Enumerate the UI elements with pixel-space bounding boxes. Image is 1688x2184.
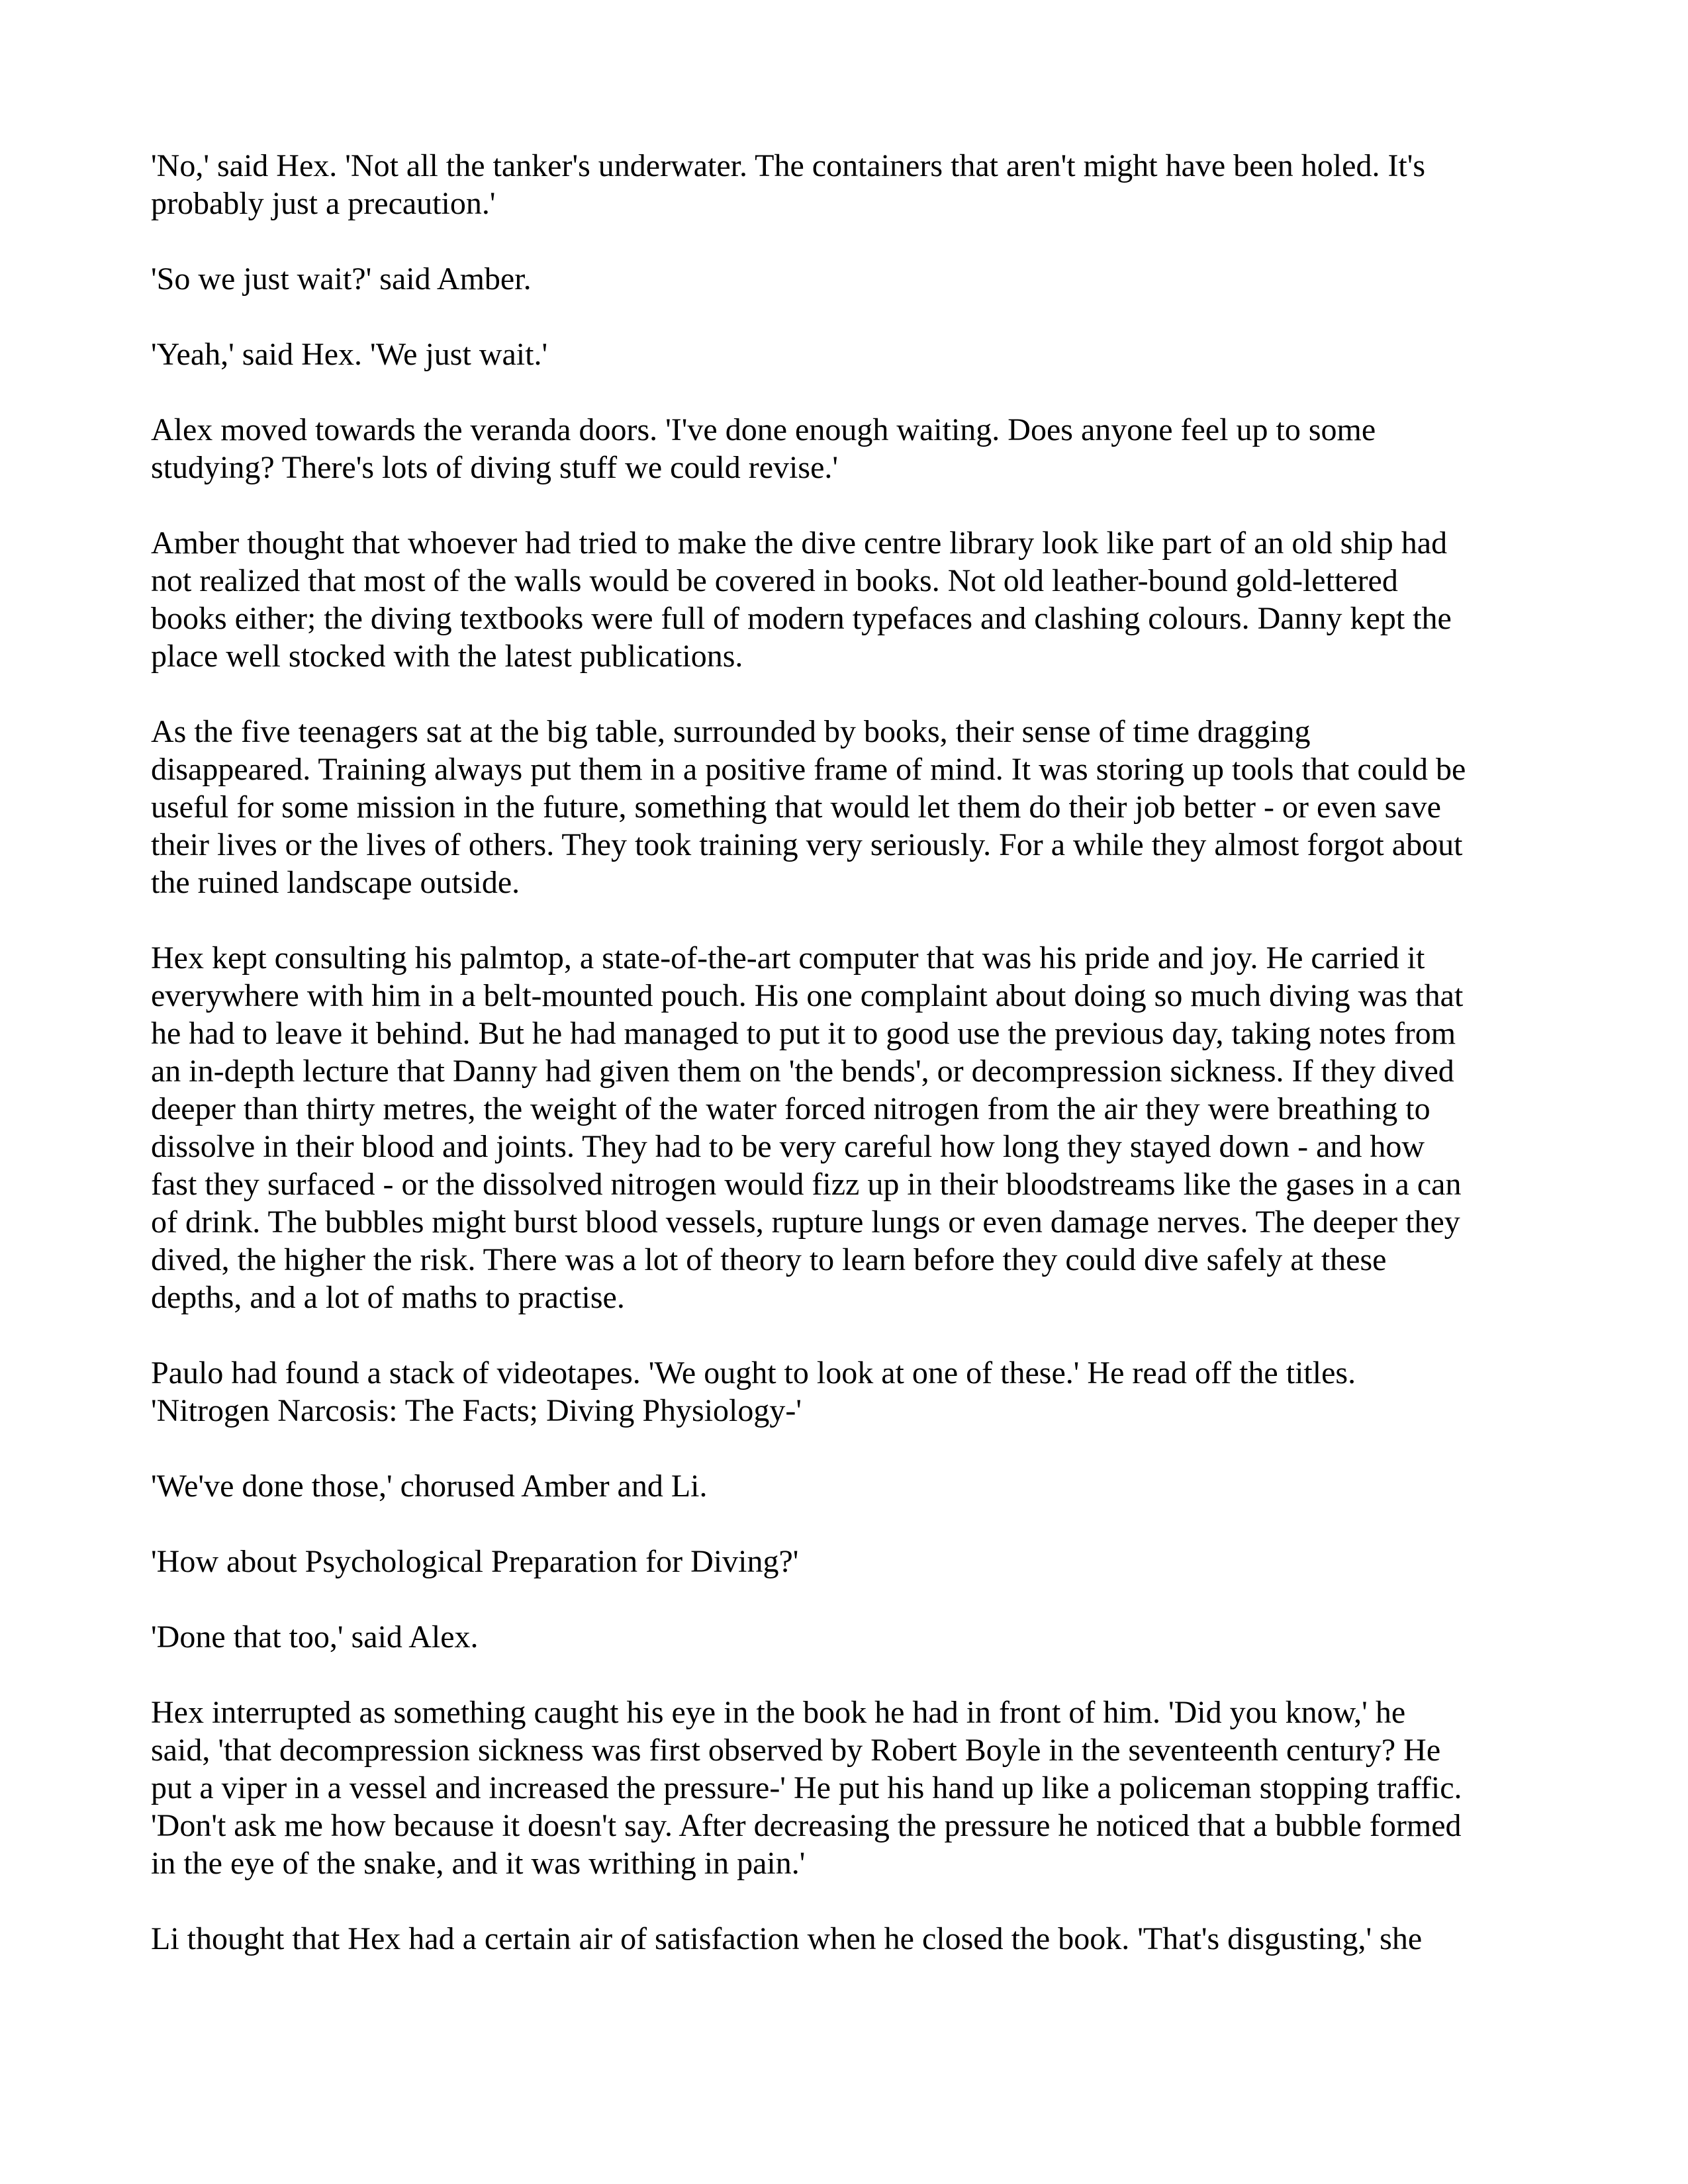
paragraph: 'Yeah,' said Hex. 'We just wait.' <box>151 337 548 372</box>
paragraph: Paulo had found a stack of videotapes. 'We ought to look at one of these.' He read off the titles. 'Nitrogen Narcosis: The Facts; Diving Physiology-' <box>151 1355 1356 1428</box>
paragraph: 'So we just wait?' said Amber. <box>151 261 532 296</box>
paragraph: As the five teenagers sat at the big table, surrounded by books, their sense of time dragging disappeared. Training always put them in a positive frame of mind. It was storing up tools that could be useful for some mission in the future, something that would let them do their job better - or even save their lives or the lives of others. They took training very seriously. For a while they almost forgot about the ruined landscape outside. <box>151 714 1466 900</box>
paragraph: 'Done that too,' said Alex. <box>151 1619 479 1655</box>
paragraph: 'We've done those,' chorused Amber and Li. <box>151 1469 708 1504</box>
paragraph: Amber thought that whoever had tried to make the dive centre library look like part of an old ship had not realized that most of the walls would be covered in books. Not old leather-bound gold-lettered books either; the diving textbooks were full of modern typefaces and clashing colours. Danny kept the place well stocked with the latest publications. <box>151 525 1452 674</box>
paragraph: Hex interrupted as something caught his eye in the book he had in front of him. 'Did you know,' he said, 'that decompression sickness was first observed by Robert Boyle in the seventeenth century? He put a viper in a vessel and increased the pressure-' He put his hand up like a policeman stopping traffic. 'Don't ask me how because it doesn't say. After decreasing the pressure he noticed that a bubble formed in the eye of the snake, and it was writhing in pain.' <box>151 1695 1462 1881</box>
paragraph: Alex moved towards the veranda doors. 'I've done enough waiting. Does anyone feel up to some studying? There's lots of diving stuff we could revise.' <box>151 412 1376 485</box>
paragraph: 'How about Psychological Preparation for Diving?' <box>151 1544 799 1579</box>
paragraph: 'No,' said Hex. 'Not all the tanker's underwater. The containers that aren't might have been holed. It's probably just a precaution.' <box>151 148 1426 221</box>
document-page <box>151 147 1541 1958</box>
paragraph: Li thought that Hex had a certain air of satisfaction when he closed the book. 'That's disgusting,' she <box>151 1921 1423 1956</box>
paragraph: Hex kept consulting his palmtop, a state-of-the-art computer that was his pride and joy. He carried it everywhere with him in a belt-mounted pouch. His one complaint about doing so much diving was that he had to leave it behind. But he had managed to put it to good use the previous day, taking notes from an in-depth lecture that Danny had given them on 'the bends', or decompression sickness. If they dived deeper than thirty metres, the weight of the water forced nitrogen from the air they were breathing to dissolve in their blood and joints. They had to be very careful how long they stayed down - and how fast they surfaced - or the dissolved nitrogen would fizz up in their bloodstreams like the gases in a can of drink. The bubbles might burst blood vessels, rupture lungs or even damage nerves. The deeper they dived, the higher the risk. There was a lot of theory to learn before they could dive safely at these depths, and a lot of maths to practise. <box>151 940 1464 1315</box>
